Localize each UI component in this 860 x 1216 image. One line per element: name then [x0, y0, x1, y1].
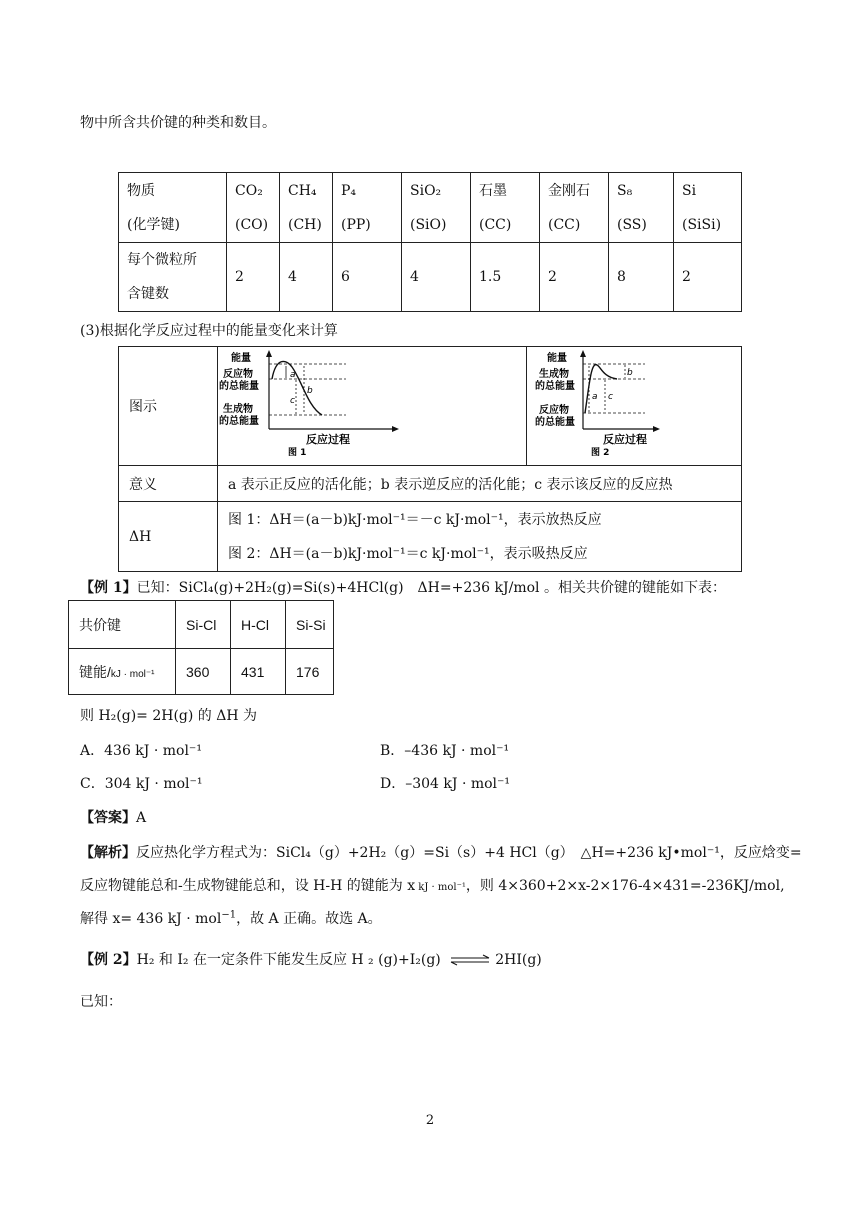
meaning-text: a 表示正反应的活化能；b 表示逆反应的活化能；c 表示该反应的反应热 — [218, 466, 742, 502]
label-a: a — [592, 392, 598, 402]
bond-energy-table — [68, 600, 334, 695]
label-a: a — [290, 370, 296, 380]
example-2-statement — [80, 949, 542, 969]
option-d — [380, 773, 510, 793]
table-cell: 6 — [333, 243, 402, 312]
label-c: c — [290, 396, 295, 406]
lower-label: 的总能量 — [219, 416, 259, 427]
analysis-unit: kJ · mol⁻¹ — [415, 882, 466, 893]
intro-line: 物中所含共价键的种类和数目。 — [80, 115, 276, 131]
table-cell: Si-Si — [286, 601, 334, 649]
option-text: 304 kJ · mol⁻¹ — [104, 776, 203, 792]
table-cell: (SS) — [617, 216, 647, 233]
analysis-sup: −1 — [221, 909, 237, 921]
table-cell: 2 — [674, 243, 742, 312]
table-cell: 2 — [540, 243, 609, 312]
row-label: 意义 — [119, 466, 218, 502]
lower-label: 生成物 — [223, 404, 253, 415]
table-cell: 每个微粒所 — [127, 252, 197, 268]
table-row — [69, 649, 334, 695]
table-cell: (CC) — [548, 216, 581, 233]
upper-label: 反应物 — [223, 369, 253, 380]
analysis-line-1 — [80, 842, 802, 862]
table-cell: 360 — [176, 649, 231, 695]
bond-count-table — [118, 172, 742, 312]
table-cell: CH₄ — [288, 182, 317, 199]
known-label: 已知： — [80, 994, 122, 1010]
lower-label: 反应物 — [539, 405, 569, 416]
equilibrium-arrow-icon — [449, 954, 491, 966]
option-text: –304 kJ · mol⁻¹ — [405, 776, 511, 792]
row-label: 键能/ — [79, 663, 111, 680]
table-cell: 4 — [402, 243, 471, 312]
row-label-unit: kJ · mol⁻¹ — [110, 668, 155, 680]
table-cell: 1.5 — [471, 243, 540, 312]
table-cell: (SiSi) — [682, 216, 722, 233]
answer-value: A — [136, 810, 147, 826]
table-cell: 石墨 — [479, 182, 507, 199]
option-b — [380, 740, 509, 760]
option-letter: C． — [80, 776, 105, 792]
table-cell: (CH) — [288, 216, 322, 233]
table-cell: Si — [682, 182, 697, 199]
option-letter: A． — [80, 743, 105, 759]
table-row — [119, 243, 742, 312]
question-text: 则 H₂(g)= 2H(g) 的 ΔH 为 — [80, 708, 258, 724]
example-tag: 【例 2】 — [80, 952, 137, 968]
table-cell: (CO) — [235, 216, 269, 233]
table-cell: 176 — [286, 649, 334, 695]
table-cell — [69, 649, 176, 695]
answer-tag: 【答案】 — [80, 810, 136, 826]
option-text: 436 kJ · mol⁻¹ — [104, 743, 202, 759]
answer-line — [80, 807, 146, 827]
analysis-tag: 【解析】 — [80, 845, 136, 861]
x-axis-label: 反应过程 — [306, 433, 350, 446]
table-cell: SiO₂ — [410, 182, 442, 199]
table-row — [119, 502, 742, 572]
table-cell: 4 — [280, 243, 333, 312]
table-cell: CO₂ — [235, 182, 263, 199]
analysis-text: ，则 4×360+2×x-2×176-4×431=-236KJ/mol, — [465, 878, 785, 894]
energy-diagram-fig2 — [527, 347, 741, 461]
analysis-text: ，故 A 正确。故选 A。 — [236, 911, 382, 927]
example-text: 2HI(g) — [495, 952, 542, 968]
table-cell: H-Cl — [231, 601, 286, 649]
label-b: b — [627, 368, 633, 378]
table-row — [119, 466, 742, 502]
section-3-title: (3)根据化学反应过程中的能量变化来计算 — [80, 323, 338, 339]
table-cell: 金刚石 — [548, 182, 590, 199]
row-label: ΔH — [119, 502, 218, 572]
table-row — [119, 173, 742, 243]
example-1-statement — [80, 577, 726, 597]
table-cell: 共价键 — [69, 601, 176, 649]
analysis-line-2 — [80, 875, 785, 895]
upper-label: 的总能量 — [219, 381, 259, 392]
table-cell: (SiO) — [410, 216, 447, 233]
y-axis-label: 能量 — [231, 353, 251, 364]
analysis-line-3 — [80, 908, 382, 928]
energy-diagram-table — [118, 346, 742, 572]
figure-caption: 图 1 — [288, 448, 307, 458]
example-tag: 【例 1】 — [80, 580, 137, 596]
table-row — [69, 601, 334, 649]
option-letter: D． — [380, 776, 406, 792]
figure-1-cell — [218, 347, 527, 466]
table-cell: 431 — [231, 649, 286, 695]
option-c — [80, 773, 203, 793]
option-text: –436 kJ · mol⁻¹ — [404, 743, 510, 759]
figure-caption: 图 2 — [591, 448, 610, 458]
upper-label: 生成物 — [539, 369, 569, 380]
option-a — [80, 740, 202, 760]
example-text: 已知：SiCl₄(g)+2H₂(g)=Si(s)+4HCl(g) ΔH=+236 kJ/mol 。相关共价键的键能如下表： — [136, 580, 726, 596]
delta-h-cell — [218, 502, 742, 572]
table-cell: (CC) — [479, 216, 512, 233]
analysis-text: 反应热化学方程式为：SiCl₄（g）+2H₂（g）=Si（s）+4 HCl（g） △H=+236 kJ•mol⁻¹，反应焓变= — [136, 845, 802, 861]
upper-label: 的总能量 — [535, 381, 575, 392]
table-cell: S₈ — [617, 182, 633, 199]
label-c: c — [608, 392, 613, 402]
analysis-text: 反应物键能总和-生成物键能总和，设 H-H 的键能为 x — [80, 878, 416, 894]
table-cell: P₄ — [341, 182, 357, 199]
table-row — [119, 347, 742, 466]
table-cell: Si-Cl — [176, 601, 231, 649]
table-cell: (PP) — [341, 216, 371, 233]
y-axis-label: 能量 — [547, 353, 567, 364]
x-axis-label: 反应过程 — [603, 433, 647, 446]
label-b: b — [307, 386, 313, 396]
delta-h-line-1: 图 1：ΔH＝(a－b)kJ·mol⁻¹＝－c kJ·mol⁻¹，表示放热反应 — [228, 511, 602, 528]
page-number: 2 — [425, 1113, 435, 1128]
table-cell: 含键数 — [127, 286, 169, 302]
energy-diagram-fig1 — [218, 347, 526, 461]
lower-label: 的总能量 — [535, 417, 575, 428]
option-letter: B． — [380, 743, 405, 759]
delta-h-line-2: 图 2：ΔH＝(a－b)kJ·mol⁻¹＝c kJ·mol⁻¹，表示吸热反应 — [228, 545, 588, 562]
table-cell: 物质 — [127, 182, 155, 199]
table-cell: 2 — [227, 243, 280, 312]
table-cell: (化学键) — [127, 216, 180, 233]
figure-2-cell — [527, 347, 742, 466]
row-label: 图示 — [119, 347, 218, 466]
table-cell: 8 — [609, 243, 674, 312]
example-text: H₂ 和 I₂ 在一定条件下能发生反应 H ₂ (g)+I₂(g) — [136, 952, 441, 968]
analysis-text: 解得 x= 436 kJ · mol — [80, 911, 222, 927]
